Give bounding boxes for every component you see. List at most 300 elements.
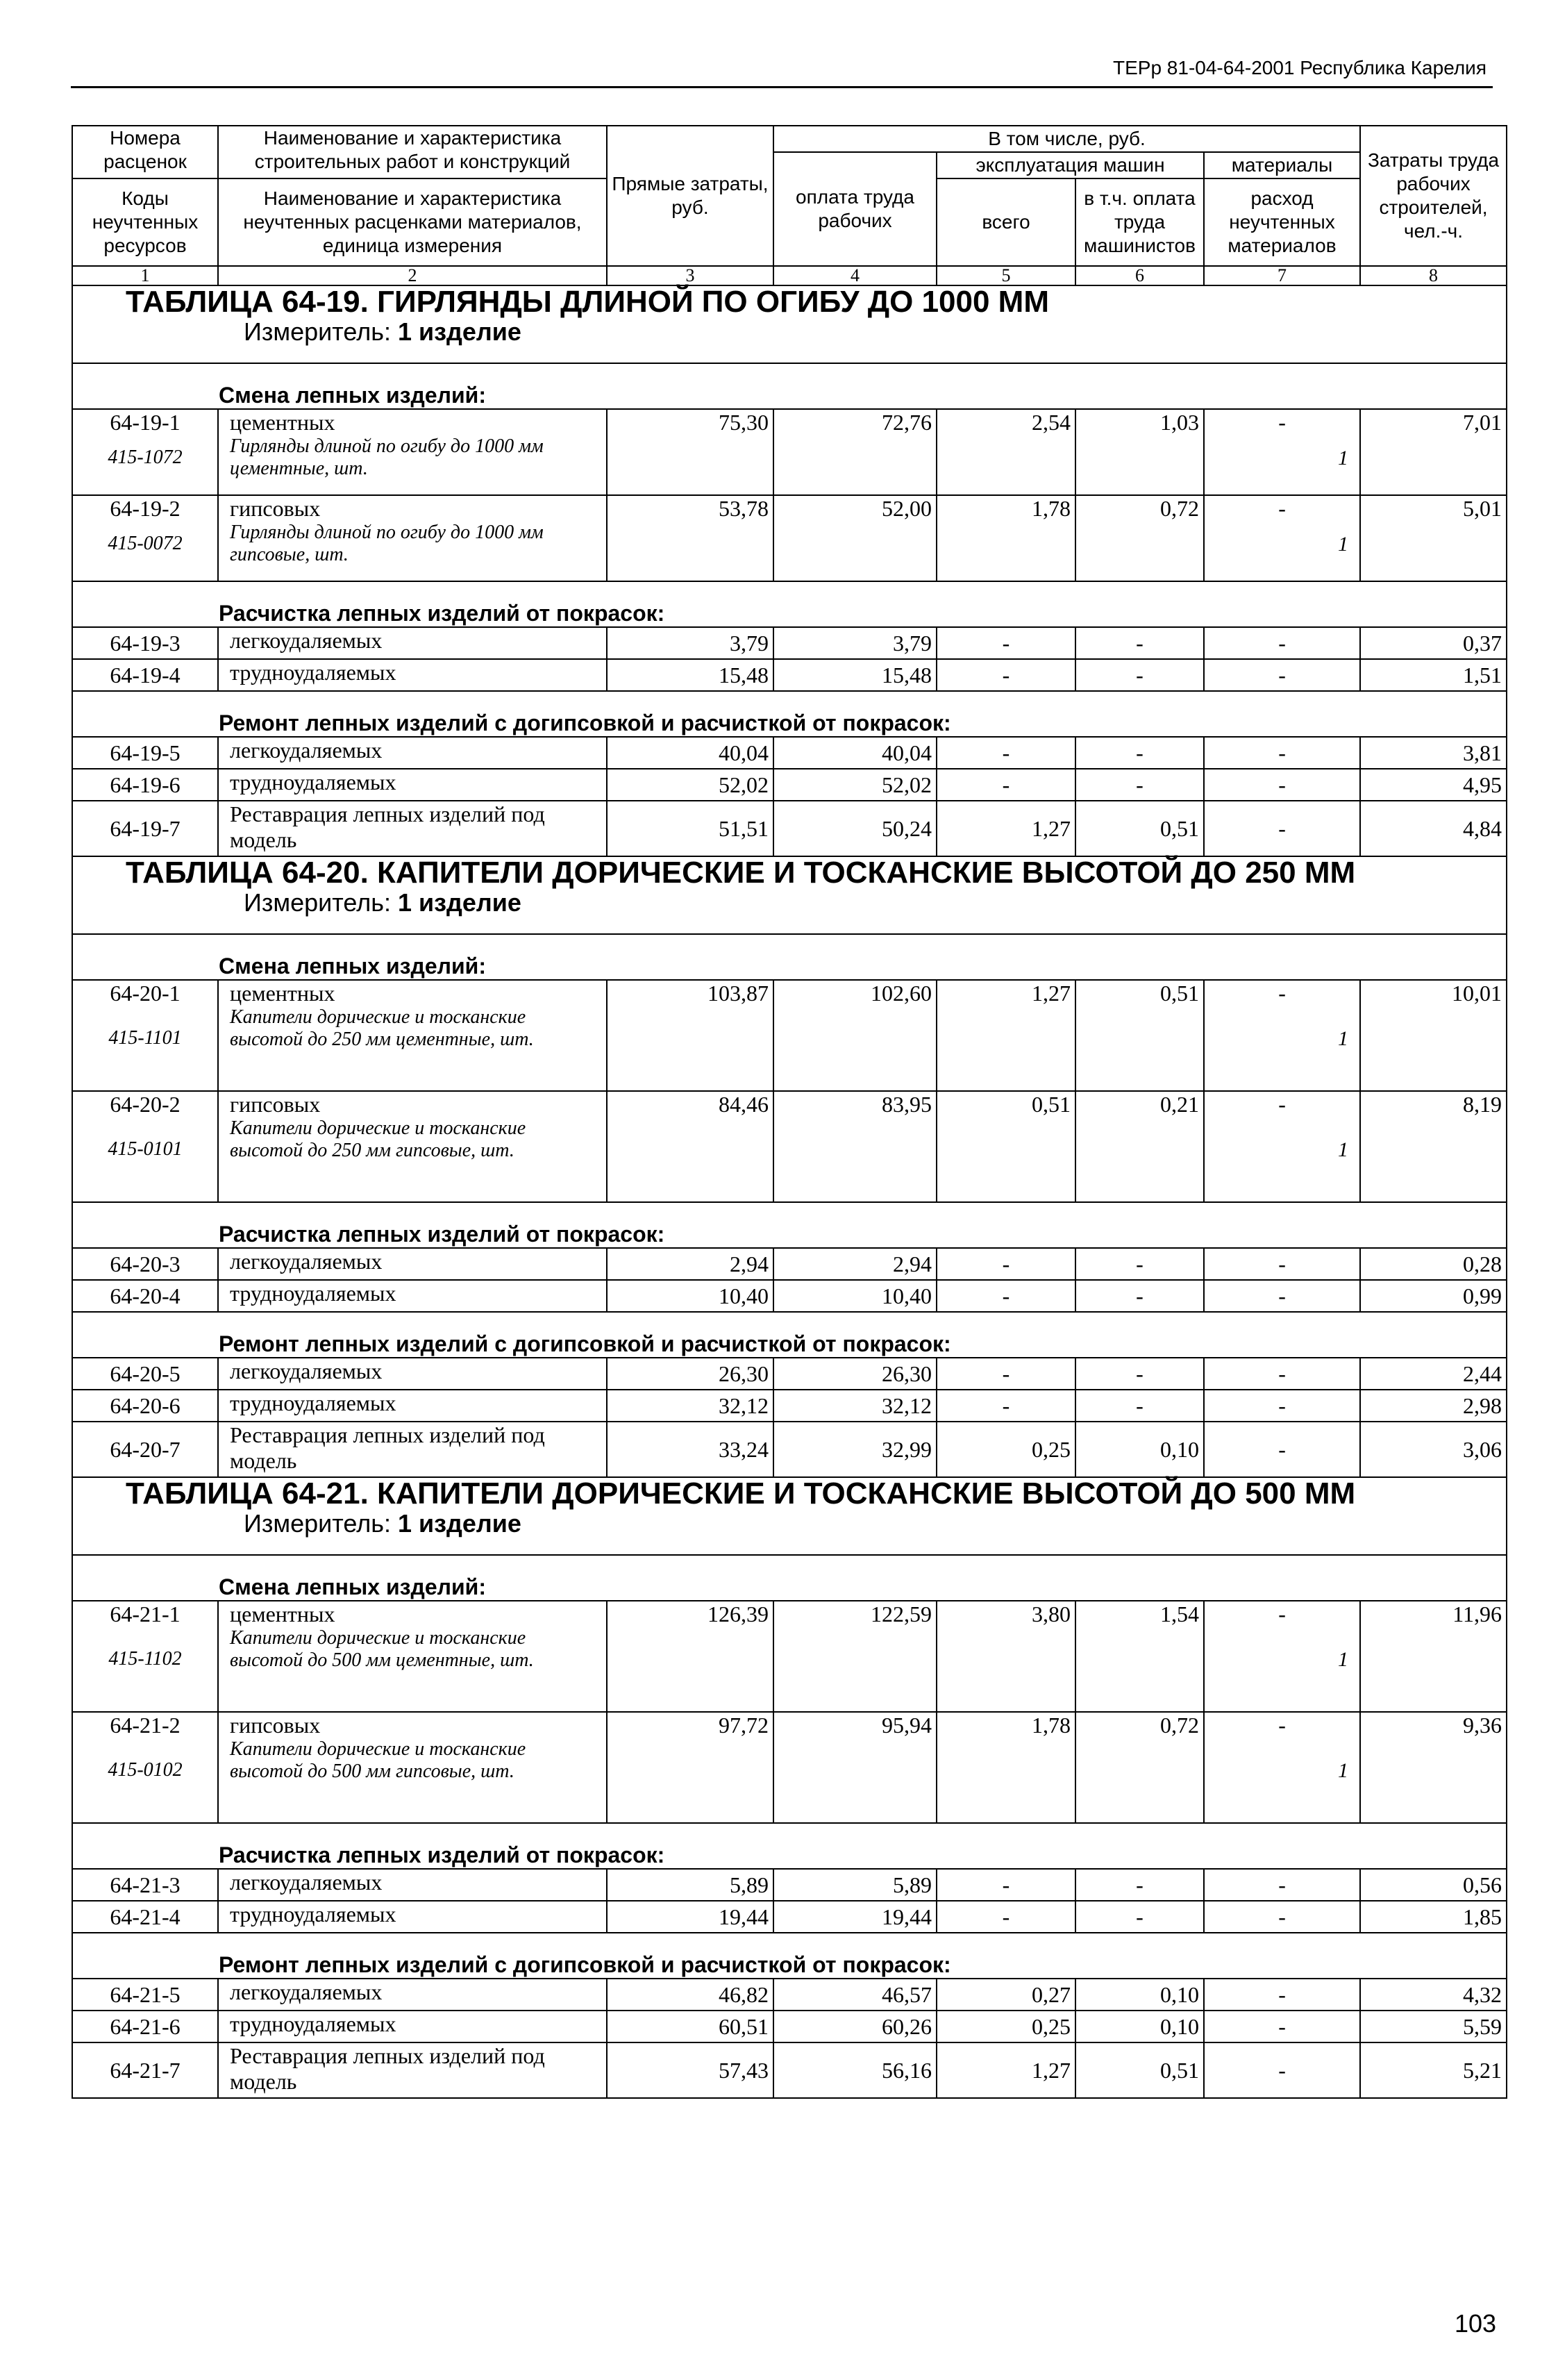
rate-code-cell	[72, 1358, 218, 1390]
material-cell	[1204, 737, 1360, 769]
section-row	[72, 691, 1507, 737]
value-mach: -	[937, 1358, 1075, 1390]
value-mach: -	[937, 737, 1075, 769]
section-row	[72, 363, 1507, 409]
value-labor: 32,12	[773, 1390, 937, 1422]
work-name-cell	[218, 1712, 607, 1823]
value-hours: 10,01	[1360, 980, 1507, 1091]
table-row	[72, 409, 1507, 495]
rate-code: 64-20-5	[110, 1360, 181, 1386]
material-cell	[1204, 1248, 1360, 1280]
value-mach: -	[937, 627, 1075, 659]
value-direct: 5,89	[607, 1869, 773, 1901]
value-direct: 2,94	[607, 1248, 773, 1280]
table-row	[72, 1390, 1507, 1422]
table-row	[72, 2042, 1507, 2098]
document-reference: ТЕРр 81-04-64-2001 Республика Карелия	[1113, 57, 1486, 78]
rate-code: 64-19-4	[110, 662, 181, 688]
value-labor: 40,04	[773, 737, 937, 769]
value-labor: 3,79	[773, 627, 937, 659]
section-title: Смена лепных изделий:	[72, 1555, 1507, 1601]
rate-code: 64-20-2	[110, 1092, 181, 1117]
material-cell	[1204, 769, 1360, 801]
table-row	[72, 495, 1507, 581]
material-unit: 1	[1338, 532, 1349, 556]
work-name: гипсовых	[230, 1092, 321, 1117]
rate-code-cell	[72, 2011, 218, 2042]
rate-code: 64-19-1	[110, 410, 181, 435]
value-labor: 19,44	[773, 1901, 937, 1933]
material-cell	[1204, 1979, 1360, 2011]
section-title: Ремонт лепных изделий с догипсовкой и расчисткой от покрасок:	[72, 1933, 1507, 1979]
material-value: -	[1278, 981, 1286, 1006]
material-cell	[1204, 659, 1360, 691]
value-mach_lab: 0,51	[1075, 980, 1204, 1091]
material-unit: 1	[1338, 1647, 1349, 1671]
table-title-cell	[72, 285, 1507, 363]
measure	[77, 1510, 1502, 1538]
col-header-resource-codes: Коды неучтенных ресурсов	[72, 178, 218, 266]
value-mach_lab: -	[1075, 1358, 1204, 1390]
section-title: Расчистка лепных изделий от покрасок:	[72, 581, 1507, 627]
material-value: -	[1278, 2057, 1286, 2083]
table-title-cell	[72, 856, 1507, 934]
value-labor: 72,76	[773, 409, 937, 495]
value-hours: 2,98	[1360, 1390, 1507, 1422]
rate-code-cell	[72, 1901, 218, 1933]
column-number: 3	[607, 266, 773, 285]
section-title: Смена лепных изделий:	[72, 934, 1507, 980]
rate-code-cell	[72, 1280, 218, 1312]
value-direct: 60,51	[607, 2011, 773, 2042]
rate-code-cell	[72, 769, 218, 801]
value-mach: 1,78	[937, 1712, 1075, 1823]
value-mach: 0,25	[937, 2011, 1075, 2042]
material-value: -	[1278, 2013, 1286, 2039]
value-direct: 19,44	[607, 1901, 773, 1933]
value-hours: 5,01	[1360, 495, 1507, 581]
material-cell	[1204, 1901, 1360, 1933]
value-direct: 75,30	[607, 409, 773, 495]
table-row	[72, 659, 1507, 691]
material-value: -	[1278, 630, 1286, 656]
work-name-cell	[218, 980, 607, 1091]
column-number: 6	[1075, 266, 1204, 285]
value-direct: 26,30	[607, 1358, 773, 1390]
rate-code: 64-19-2	[110, 496, 181, 521]
rate-code-cell	[72, 659, 218, 691]
value-hours: 1,85	[1360, 1901, 1507, 1933]
value-hours: 2,44	[1360, 1358, 1507, 1390]
col-header-direct-costs: Прямые затраты, руб.	[607, 126, 773, 266]
value-labor: 2,94	[773, 1248, 937, 1280]
rate-code: 64-19-7	[110, 815, 181, 841]
value-mach_lab: -	[1075, 627, 1204, 659]
work-name: легкоудаляемых	[230, 1979, 383, 2004]
value-mach: 0,51	[937, 1091, 1075, 1202]
work-name-cell	[218, 737, 607, 769]
rate-code: 64-20-3	[110, 1251, 181, 1276]
rate-code: 64-20-7	[110, 1436, 181, 1462]
measure-value: 1 изделие	[397, 1509, 521, 1538]
work-name-cell	[218, 1869, 607, 1901]
rate-code-cell	[72, 1601, 218, 1712]
value-labor: 5,89	[773, 1869, 937, 1901]
section-row	[72, 1555, 1507, 1601]
value-labor: 56,16	[773, 2042, 937, 2098]
material-value: -	[1278, 1601, 1286, 1626]
resource-name: Капители дорические и тосканские высотой до 500 мм цементные, шт.	[230, 1626, 534, 1671]
value-mach: -	[937, 1280, 1075, 1312]
resource-name: Гирлянды длиной по огибу до 1000 мм гипсовые, шт.	[230, 521, 544, 565]
work-name: трудноудаляемых	[230, 1901, 396, 1927]
value-mach_lab: 1,54	[1075, 1601, 1204, 1712]
rate-code-cell	[72, 737, 218, 769]
material-cell	[1204, 1091, 1360, 1202]
rate-code-cell	[72, 1979, 218, 2011]
work-name-cell	[218, 495, 607, 581]
value-hours: 5,21	[1360, 2042, 1507, 2098]
work-name-cell	[218, 1901, 607, 1933]
table-title: ТАБЛИЦА 64-19. ГИРЛЯНДЫ ДЛИНОЙ ПО ОГИБУ ДО 1000 ММ	[126, 285, 1049, 319]
rate-code: 64-21-3	[110, 1872, 181, 1897]
value-mach: 3,80	[937, 1601, 1075, 1712]
measure-label: Измеритель:	[244, 1509, 391, 1538]
value-mach_lab: -	[1075, 1280, 1204, 1312]
rate-code-cell	[72, 409, 218, 495]
work-name-cell	[218, 1979, 607, 2011]
material-cell	[1204, 980, 1360, 1091]
material-value: -	[1278, 1981, 1286, 2007]
table-row	[72, 737, 1507, 769]
work-name: легкоудаляемых	[230, 1249, 383, 1274]
section-title: Расчистка лепных изделий от покрасок:	[72, 1823, 1507, 1869]
measure-label: Измеритель:	[244, 317, 391, 346]
work-name-cell	[218, 409, 607, 495]
table-title: ТАБЛИЦА 64-20. КАПИТЕЛИ ДОРИЧЕСКИЕ И ТОСКАНСКИЕ ВЫСОТОЙ ДО 250 ММ	[126, 856, 1356, 890]
resource-code: 415-1101	[108, 1026, 182, 1049]
value-direct: 52,02	[607, 769, 773, 801]
work-name-cell	[218, 1280, 607, 1312]
value-mach: -	[937, 1248, 1075, 1280]
column-number: 5	[937, 266, 1075, 285]
measure	[77, 889, 1502, 917]
resource-name: Капители дорические и тосканские высотой до 500 мм гипсовые, шт.	[230, 1738, 526, 1782]
value-direct: 33,24	[607, 1422, 773, 1477]
col-header-machines: эксплуатация машин	[937, 152, 1204, 178]
col-header-machines-total: всего	[937, 178, 1075, 266]
rate-code-cell	[72, 1091, 218, 1202]
material-value: -	[1278, 1713, 1286, 1738]
rate-code: 64-19-6	[110, 772, 181, 797]
material-cell	[1204, 1869, 1360, 1901]
value-mach: 1,27	[937, 801, 1075, 856]
resource-name: Гирлянды длиной по огибу до 1000 мм цементные, шт.	[230, 435, 544, 479]
value-mach_lab: 0,10	[1075, 1422, 1204, 1477]
material-value: -	[1278, 1092, 1286, 1117]
value-mach_lab: -	[1075, 659, 1204, 691]
value-hours: 0,28	[1360, 1248, 1507, 1280]
table-row	[72, 1280, 1507, 1312]
rate-code: 64-19-3	[110, 630, 181, 656]
value-mach_lab: 0,10	[1075, 1979, 1204, 2011]
section-row	[72, 1823, 1507, 1869]
work-name-cell	[218, 801, 607, 856]
material-value: -	[1278, 772, 1286, 797]
resource-code: 415-0072	[108, 532, 183, 554]
value-direct: 57,43	[607, 2042, 773, 2098]
table-row	[72, 1901, 1507, 1933]
section-title: Ремонт лепных изделий с догипсовкой и расчисткой от покрасок:	[72, 691, 1507, 737]
value-labor: 10,40	[773, 1280, 937, 1312]
measure	[77, 318, 1502, 346]
work-name-cell	[218, 1601, 607, 1712]
section-row	[72, 934, 1507, 980]
value-mach_lab: 0,21	[1075, 1091, 1204, 1202]
table-row	[72, 1869, 1507, 1901]
value-direct: 40,04	[607, 737, 773, 769]
value-direct: 15,48	[607, 659, 773, 691]
value-hours: 4,32	[1360, 1979, 1507, 2011]
work-name: цементных	[230, 1601, 335, 1626]
material-unit: 1	[1338, 1026, 1349, 1050]
material-cell	[1204, 495, 1360, 581]
table-title-row	[72, 856, 1507, 934]
table-row	[72, 1422, 1507, 1477]
value-direct: 32,12	[607, 1390, 773, 1422]
measure-value: 1 изделие	[397, 317, 521, 346]
value-direct: 103,87	[607, 980, 773, 1091]
work-name-cell	[218, 1390, 607, 1422]
table-title-row	[72, 285, 1507, 363]
material-value: -	[1278, 1392, 1286, 1418]
value-labor: 60,26	[773, 2011, 937, 2042]
value-hours: 8,19	[1360, 1091, 1507, 1202]
material-cell	[1204, 627, 1360, 659]
value-hours: 0,99	[1360, 1280, 1507, 1312]
material-unit: 1	[1338, 1138, 1349, 1161]
rate-code: 64-21-7	[110, 2057, 181, 2083]
rate-code-cell	[72, 1869, 218, 1901]
value-direct: 97,72	[607, 1712, 773, 1823]
value-direct: 46,82	[607, 1979, 773, 2011]
table-row	[72, 1358, 1507, 1390]
work-name-cell	[218, 1091, 607, 1202]
material-cell	[1204, 801, 1360, 856]
material-cell	[1204, 409, 1360, 495]
material-cell	[1204, 2042, 1360, 2098]
col-header-material-name: Наименование и характеристика неучтенных расценками материалов, единица измерения	[218, 178, 607, 266]
work-name: гипсовых	[230, 1713, 321, 1738]
work-name-cell	[218, 1422, 607, 1477]
column-numbers-row	[72, 266, 1507, 285]
value-mach: 2,54	[937, 409, 1075, 495]
value-mach: 1,27	[937, 2042, 1075, 2098]
value-mach_lab: 0,10	[1075, 2011, 1204, 2042]
rate-code: 64-21-5	[110, 1981, 181, 2007]
table-row	[72, 1091, 1507, 1202]
value-mach_lab: -	[1075, 1390, 1204, 1422]
value-direct: 10,40	[607, 1280, 773, 1312]
rate-code: 64-21-6	[110, 2013, 181, 2039]
rates-table	[72, 125, 1507, 2099]
rate-code-cell	[72, 1712, 218, 1823]
material-cell	[1204, 1422, 1360, 1477]
value-direct: 51,51	[607, 801, 773, 856]
table-title-cell	[72, 1477, 1507, 1555]
section-row	[72, 1312, 1507, 1358]
material-value: -	[1278, 1436, 1286, 1462]
value-hours: 0,56	[1360, 1869, 1507, 1901]
value-hours: 4,95	[1360, 769, 1507, 801]
work-name-cell	[218, 1248, 607, 1280]
rate-code-cell	[72, 801, 218, 856]
table-row	[72, 2011, 1507, 2042]
table-title: ТАБЛИЦА 64-21. КАПИТЕЛИ ДОРИЧЕСКИЕ И ТОСКАНСКИЕ ВЫСОТОЙ ДО 500 ММ	[126, 1476, 1356, 1511]
value-hours: 3,06	[1360, 1422, 1507, 1477]
value-mach_lab: -	[1075, 769, 1204, 801]
work-name: трудноудаляемых	[230, 1281, 396, 1306]
work-name: Реставрация лепных изделий под модель	[230, 801, 545, 852]
rate-code: 64-20-6	[110, 1392, 181, 1418]
material-cell	[1204, 1358, 1360, 1390]
work-name: Реставрация лепных изделий под модель	[230, 1422, 545, 1473]
material-cell	[1204, 1390, 1360, 1422]
rate-code-cell	[72, 1422, 218, 1477]
resource-code: 415-0101	[108, 1138, 183, 1160]
value-mach_lab: -	[1075, 1248, 1204, 1280]
rate-code-cell	[72, 980, 218, 1091]
table-row	[72, 801, 1507, 856]
work-name: трудноудаляемых	[230, 2011, 396, 2036]
material-cell	[1204, 2011, 1360, 2042]
table-row	[72, 1979, 1507, 2011]
col-header-rate-numbers: Номера расценок	[72, 126, 218, 178]
material-unit: 1	[1338, 446, 1349, 469]
rate-code: 64-21-2	[110, 1713, 181, 1738]
value-hours: 1,51	[1360, 659, 1507, 691]
rate-code-cell	[72, 627, 218, 659]
value-mach_lab: -	[1075, 737, 1204, 769]
value-mach: 1,27	[937, 980, 1075, 1091]
material-cell	[1204, 1601, 1360, 1712]
table-row	[72, 1712, 1507, 1823]
value-hours: 5,59	[1360, 2011, 1507, 2042]
value-mach_lab: 0,72	[1075, 1712, 1204, 1823]
material-value: -	[1278, 1360, 1286, 1386]
material-value: -	[1278, 1904, 1286, 1929]
value-mach: 1,78	[937, 495, 1075, 581]
value-labor: 83,95	[773, 1091, 937, 1202]
section-row	[72, 1933, 1507, 1979]
work-name: легкоудаляемых	[230, 1358, 383, 1383]
measure-label: Измеритель:	[244, 888, 391, 917]
work-name: Реставрация лепных изделий под модель	[230, 2043, 545, 2094]
rate-code: 64-19-5	[110, 740, 181, 765]
value-labor: 102,60	[773, 980, 937, 1091]
value-mach: -	[937, 1390, 1075, 1422]
value-hours: 4,84	[1360, 801, 1507, 856]
value-direct: 53,78	[607, 495, 773, 581]
value-mach: -	[937, 769, 1075, 801]
value-hours: 11,96	[1360, 1601, 1507, 1712]
value-mach_lab: 1,03	[1075, 409, 1204, 495]
header-rule	[71, 86, 1493, 88]
col-header-group: В том числе, руб.	[773, 126, 1360, 152]
value-mach_lab: -	[1075, 1869, 1204, 1901]
column-number: 1	[72, 266, 218, 285]
value-hours: 0,37	[1360, 627, 1507, 659]
work-name: легкоудаляемых	[230, 1870, 383, 1895]
value-hours: 7,01	[1360, 409, 1507, 495]
material-value: -	[1278, 1251, 1286, 1276]
work-name-cell	[218, 2011, 607, 2042]
material-value: -	[1278, 496, 1286, 521]
material-unit: 1	[1338, 1758, 1349, 1782]
resource-name: Капители дорические и тосканские высотой до 250 мм гипсовые, шт.	[230, 1117, 526, 1161]
rate-code: 64-20-1	[110, 981, 181, 1006]
work-name-cell	[218, 1358, 607, 1390]
resource-code: 415-0102	[108, 1758, 183, 1781]
value-mach_lab: 0,72	[1075, 495, 1204, 581]
col-header-material-usage: расход неучтенных материалов	[1204, 178, 1360, 266]
col-header-labor-pay: оплата труда рабочих	[773, 152, 937, 266]
col-header-materials: материалы	[1204, 152, 1360, 178]
value-mach_lab: 0,51	[1075, 801, 1204, 856]
resource-name: Капители дорические и тосканские высотой до 250 мм цементные, шт.	[230, 1006, 534, 1050]
column-number: 2	[218, 266, 607, 285]
work-name: трудноудаляемых	[230, 660, 396, 685]
value-labor: 122,59	[773, 1601, 937, 1712]
value-hours: 9,36	[1360, 1712, 1507, 1823]
work-name: трудноудаляемых	[230, 1390, 396, 1415]
col-header-machinist-pay: в т.ч. оплата труда машинистов	[1075, 178, 1204, 266]
table-row	[72, 980, 1507, 1091]
work-name-cell	[218, 2042, 607, 2098]
material-value: -	[1278, 815, 1286, 841]
material-value: -	[1278, 740, 1286, 765]
value-direct: 126,39	[607, 1601, 773, 1712]
value-labor: 95,94	[773, 1712, 937, 1823]
column-number: 8	[1360, 266, 1507, 285]
rate-code-cell	[72, 1248, 218, 1280]
section-row	[72, 581, 1507, 627]
value-mach: 0,27	[937, 1979, 1075, 2011]
work-name: гипсовых	[230, 496, 321, 521]
table-row	[72, 1248, 1507, 1280]
rate-code-cell	[72, 2042, 218, 2098]
work-name: легкоудаляемых	[230, 628, 383, 653]
value-hours: 3,81	[1360, 737, 1507, 769]
section-row	[72, 1202, 1507, 1248]
rate-code-cell	[72, 1390, 218, 1422]
value-labor: 50,24	[773, 801, 937, 856]
material-value: -	[1278, 1872, 1286, 1897]
value-mach_lab: 0,51	[1075, 2042, 1204, 2098]
column-number: 7	[1204, 266, 1360, 285]
work-name-cell	[218, 769, 607, 801]
work-name: цементных	[230, 410, 335, 435]
table-title-row	[72, 1477, 1507, 1555]
section-title: Смена лепных изделий:	[72, 363, 1507, 409]
resource-code: 415-1072	[108, 446, 183, 468]
table-row	[72, 769, 1507, 801]
material-value: -	[1278, 410, 1286, 435]
value-labor: 32,99	[773, 1422, 937, 1477]
work-name: трудноудаляемых	[230, 769, 396, 794]
value-labor: 52,02	[773, 769, 937, 801]
work-name: легкоудаляемых	[230, 738, 383, 763]
